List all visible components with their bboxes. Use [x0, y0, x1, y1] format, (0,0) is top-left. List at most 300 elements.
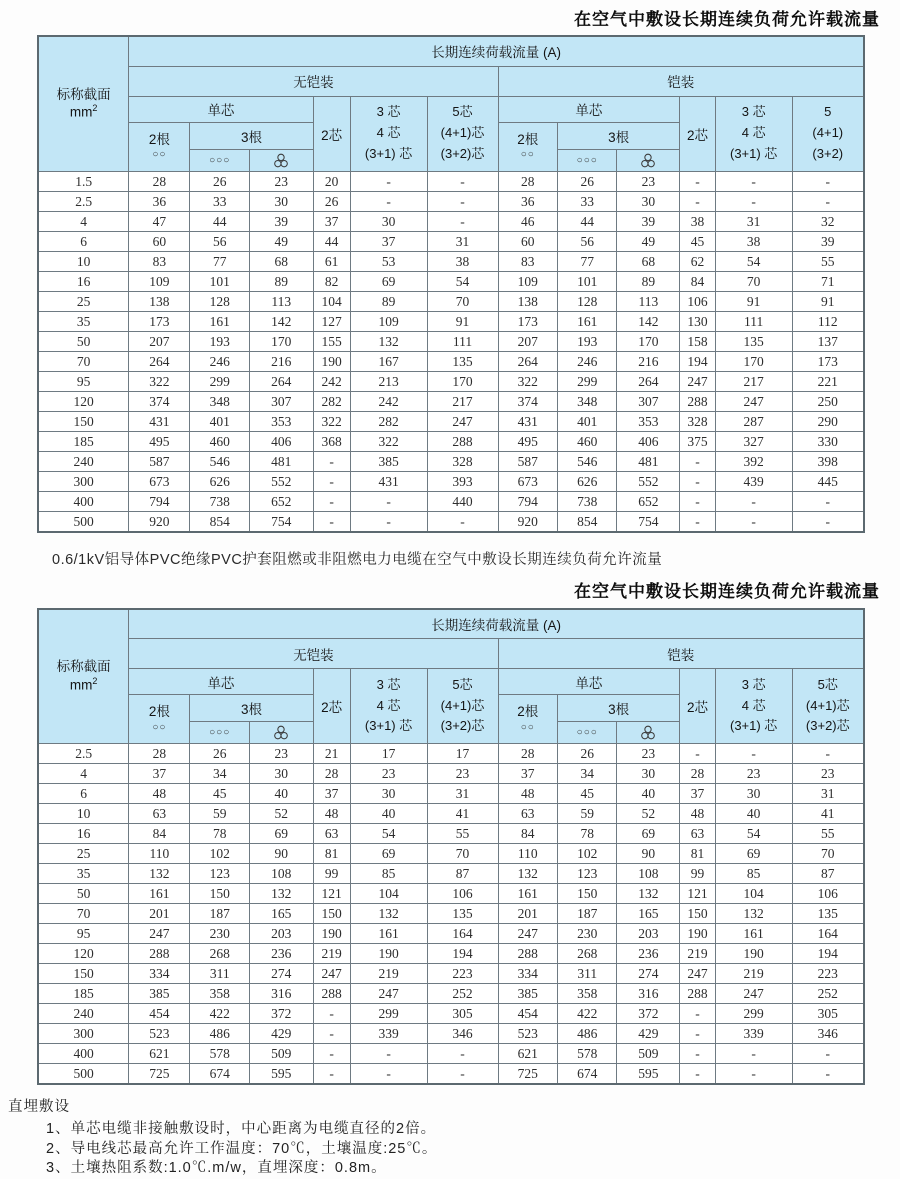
ampacity-cell: 213: [350, 371, 427, 391]
ampacity-cell: 725: [129, 1064, 190, 1085]
ampacity-cell: 299: [558, 371, 617, 391]
ampacity-cell: 305: [792, 1004, 864, 1024]
table-row: [38, 824, 864, 844]
ampacity-cell: 68: [617, 251, 680, 271]
ampacity-cell: 60: [498, 231, 557, 251]
ampacity-cell: -: [715, 191, 792, 211]
ampacity-cell: 190: [715, 944, 792, 964]
ampacity-cell: 311: [558, 964, 617, 984]
ampacity-cell: 247: [680, 371, 716, 391]
ampacity-cell: 30: [249, 191, 313, 211]
table-row: [38, 191, 864, 211]
ampacity-cell: 26: [190, 744, 249, 764]
ampacity-cell: 81: [313, 844, 350, 864]
ampacity-cell: 33: [190, 191, 249, 211]
ampacity-cell: 56: [190, 231, 249, 251]
ampacity-cell: 91: [715, 291, 792, 311]
ampacity-cell: 322: [129, 371, 190, 391]
ampacity-cell: 77: [190, 251, 249, 271]
size-cell: 400: [38, 491, 129, 511]
ampacity-cell: 44: [313, 231, 350, 251]
ampacity-cell: 99: [313, 864, 350, 884]
ampacity-cell: 288: [427, 431, 498, 451]
table-row: [38, 744, 864, 764]
ampacity-cell: 17: [427, 744, 498, 764]
ampacity-cell: 546: [558, 451, 617, 471]
ampacity-cell: 36: [129, 191, 190, 211]
core-5-header: 5芯 (4+1)芯 (3+2)芯: [427, 96, 498, 171]
ampacity-cell: 268: [190, 944, 249, 964]
single-core-header: 单芯: [129, 96, 313, 122]
ampacity-cell: 17: [350, 744, 427, 764]
ampacity-cell: -: [313, 491, 350, 511]
note-item: 1、单芯电缆非接触敷设时，中心距离为电缆直径的2倍。: [46, 1121, 437, 1137]
two-wires-header: 2根 ○○: [498, 695, 557, 744]
ampacity-cell: 190: [350, 944, 427, 964]
ampacity-cell: 288: [313, 984, 350, 1004]
ampacity-cell: 194: [792, 944, 864, 964]
size-cell: 500: [38, 511, 129, 532]
ampacity-cell: 164: [427, 924, 498, 944]
unarmored-header: 无铠装: [129, 66, 498, 96]
ampacity-cell: 290: [792, 411, 864, 431]
ampacity-cell: -: [792, 491, 864, 511]
nominal-section-header: 标称截面 $mm^2$: [38, 36, 129, 171]
table-row: [38, 1004, 864, 1024]
ampacity-cell: 346: [792, 1024, 864, 1044]
ampacity-cell: 23: [617, 744, 680, 764]
trefoil-circles-icon: [640, 725, 656, 740]
ampacity-cell: 108: [617, 864, 680, 884]
ampacity-cell: -: [350, 1044, 427, 1064]
table-row: [38, 844, 864, 864]
ampacity-cell: 920: [498, 511, 557, 532]
ampacity-cell: 68: [249, 251, 313, 271]
ampacity-cell: 173: [129, 311, 190, 331]
ampacity-cell: 30: [715, 784, 792, 804]
ampacity-cell: 101: [190, 271, 249, 291]
ampacity-cell: 372: [249, 1004, 313, 1024]
table-row: [38, 471, 864, 491]
ampacity-cell: 422: [190, 1004, 249, 1024]
ampacity-cell: 187: [190, 904, 249, 924]
ampacity-cell: 219: [350, 964, 427, 984]
table-row: [38, 804, 864, 824]
size-cell: 50: [38, 331, 129, 351]
ampacity-cell: 161: [350, 924, 427, 944]
table-row: [38, 944, 864, 964]
ampacity-cell: 84: [129, 824, 190, 844]
ampacity-cell: 431: [498, 411, 557, 431]
ampacity-cell: 167: [350, 351, 427, 371]
ampacity-cell: 230: [190, 924, 249, 944]
ampacity-cell: -: [792, 1064, 864, 1085]
ampacity-cell: 48: [498, 784, 557, 804]
ampacity-cell: 54: [427, 271, 498, 291]
ampacity-cell: 47: [129, 211, 190, 231]
ampacity-cell: 339: [715, 1024, 792, 1044]
ampacity-cell: 112: [792, 311, 864, 331]
ampacity-cell: 45: [558, 784, 617, 804]
table-row: [38, 764, 864, 784]
ampacity-cell: 299: [715, 1004, 792, 1024]
ampacity-cell: 69: [350, 844, 427, 864]
ampacity-cell: 288: [680, 984, 716, 1004]
ampacity-cell: 20: [313, 171, 350, 191]
ampacity-cell: 247: [350, 984, 427, 1004]
ampacity-cell: 30: [249, 764, 313, 784]
ampacity-cell: 287: [715, 411, 792, 431]
ampacity-cell: 49: [249, 231, 313, 251]
size-cell: 300: [38, 1024, 129, 1044]
ampacity-cell: 216: [617, 351, 680, 371]
ampacity-cell: 44: [558, 211, 617, 231]
ampacity-cell: 305: [427, 1004, 498, 1024]
ampacity-cell: 63: [498, 804, 557, 824]
ampacity-cell: -: [427, 211, 498, 231]
ampacity-cell: 37: [680, 784, 716, 804]
ampacity-cell: 38: [427, 251, 498, 271]
ampacity-cell: 89: [249, 271, 313, 291]
ampacity-cell: 401: [190, 411, 249, 431]
trefoil-arrangement-header: [249, 722, 313, 744]
ampacity-cell: 28: [498, 171, 557, 191]
ampacity-cell: 78: [190, 824, 249, 844]
table-row: [38, 451, 864, 471]
size-cell: 120: [38, 391, 129, 411]
ampacity-cell: -: [313, 1004, 350, 1024]
ampacity-cell: 54: [715, 824, 792, 844]
ampacity-cell: -: [680, 1064, 716, 1085]
ampacity-cell: 854: [558, 511, 617, 532]
size-cell: 500: [38, 1064, 129, 1085]
ampacity-cell: 307: [249, 391, 313, 411]
ampacity-cell: 90: [249, 844, 313, 864]
ampacity-cell: 392: [715, 451, 792, 471]
ampacity-cell: 164: [792, 924, 864, 944]
ampacity-cell: 207: [129, 331, 190, 351]
two-core-header: 2芯: [313, 96, 350, 171]
table-row: [38, 511, 864, 532]
ampacity-cell: 193: [190, 331, 249, 351]
ampacity-cell: 83: [129, 251, 190, 271]
ampacity-cell: 328: [680, 411, 716, 431]
ampacity-cell: 495: [498, 431, 557, 451]
ampacity-cell: 252: [427, 984, 498, 1004]
ampacity-cell: 481: [249, 451, 313, 471]
trefoil-circles-icon: [640, 153, 656, 168]
ampacity-cell: 358: [558, 984, 617, 1004]
size-cell: 2.5: [38, 191, 129, 211]
ampacity-cell: 725: [498, 1064, 557, 1085]
ampacity-cell: 39: [617, 211, 680, 231]
ampacity-cell: 28: [313, 764, 350, 784]
size-cell: 4: [38, 764, 129, 784]
ampacity-cell: 794: [498, 491, 557, 511]
ampacity-cell: 429: [249, 1024, 313, 1044]
size-cell: 150: [38, 964, 129, 984]
ampacity-cell: 60: [129, 231, 190, 251]
ampacity-cell: 445: [792, 471, 864, 491]
ampacity-cell: 339: [350, 1024, 427, 1044]
two-wires-header: 2根 ○○: [129, 122, 190, 171]
ampacity-cell: 268: [558, 944, 617, 964]
ampacity-cell: 106: [792, 884, 864, 904]
ampacity-cell: 59: [558, 804, 617, 824]
ampacity-cell: 595: [249, 1064, 313, 1085]
ampacity-cell: 673: [498, 471, 557, 491]
ampacity-cell: 170: [249, 331, 313, 351]
ampacity-cell: 250: [792, 391, 864, 411]
ampacity-cell: 91: [792, 291, 864, 311]
ampacity-cell: 431: [350, 471, 427, 491]
table-row: [38, 784, 864, 804]
armored-header: 铠装: [498, 639, 864, 669]
ampacity-cell: 193: [558, 331, 617, 351]
ampacity-cell: 288: [498, 944, 557, 964]
table2-title: 在空气中敷设长期连续负荷允许载流量: [574, 581, 880, 601]
ampacity-cell: 87: [427, 864, 498, 884]
ampacity-cell: 109: [350, 311, 427, 331]
ampacity-cell: 30: [617, 764, 680, 784]
table-row: [38, 491, 864, 511]
ampacity-cell: -: [680, 1024, 716, 1044]
ampacity-cell: 108: [249, 864, 313, 884]
ampacity-cell: 89: [350, 291, 427, 311]
ampacity-cell: 217: [427, 391, 498, 411]
ampacity-cell: 353: [617, 411, 680, 431]
ampacity-cell: 132: [350, 331, 427, 351]
ampacity-cell: 45: [680, 231, 716, 251]
ampacity-cell: 236: [249, 944, 313, 964]
single-core-header: 单芯: [498, 669, 680, 695]
ampacity-cell: 219: [680, 944, 716, 964]
ampacity-cell: 46: [498, 211, 557, 231]
ampacity-cell: 31: [427, 784, 498, 804]
table-row: [38, 904, 864, 924]
ampacity-cell: -: [350, 191, 427, 211]
table-row: [38, 231, 864, 251]
ampacity-cell: 247: [129, 924, 190, 944]
ampacity-cell: 138: [129, 291, 190, 311]
table-row: [38, 371, 864, 391]
two-circles-icon: ○○: [520, 149, 535, 161]
ampacity-cell: 23: [792, 764, 864, 784]
table1-header: [38, 36, 864, 171]
ampacity-cell: 28: [680, 764, 716, 784]
size-cell: 16: [38, 271, 129, 291]
ampacity-cell: 460: [558, 431, 617, 451]
ampacity-cell: 41: [792, 804, 864, 824]
table-row: [38, 411, 864, 431]
ampacity-cell: -: [350, 171, 427, 191]
ampacity-cell: 161: [715, 924, 792, 944]
ampacity-cell: 161: [129, 884, 190, 904]
ampacity-cell: 52: [617, 804, 680, 824]
ampacity-cell: -: [427, 171, 498, 191]
ampacity-cell: -: [680, 191, 716, 211]
size-cell: 185: [38, 984, 129, 1004]
ampacity-cell: 546: [190, 451, 249, 471]
ampacity-cell: 481: [617, 451, 680, 471]
ampacity-cell: 203: [249, 924, 313, 944]
ampacity-cell: 587: [498, 451, 557, 471]
size-cell: 400: [38, 1044, 129, 1064]
ampacity-cell: -: [313, 471, 350, 491]
ampacity-cell: 422: [558, 1004, 617, 1024]
ampacity-cell: 460: [190, 431, 249, 451]
size-cell: 120: [38, 944, 129, 964]
size-cell: 6: [38, 784, 129, 804]
ampacity-cell: 53: [350, 251, 427, 271]
ampacity-cell: 84: [680, 271, 716, 291]
ampacity-cell: 223: [427, 964, 498, 984]
two-wires-header: 2根 ○○: [129, 695, 190, 744]
ampacity-cell: 161: [498, 884, 557, 904]
ampacity-cell: 69: [617, 824, 680, 844]
ampacity-cell: 398: [792, 451, 864, 471]
ampacity-cell: -: [715, 491, 792, 511]
ampacity-cell: 69: [249, 824, 313, 844]
ampacity-cell: 621: [498, 1044, 557, 1064]
ampacity-cell: 31: [427, 231, 498, 251]
size-cell: 95: [38, 924, 129, 944]
ampacity-cell: 311: [190, 964, 249, 984]
ampacity-cell: 113: [249, 291, 313, 311]
ampacity-cell: 230: [558, 924, 617, 944]
trefoil-arrangement-header: [249, 149, 313, 171]
ampacity-cell: 62: [680, 251, 716, 271]
two-core-header: 2芯: [313, 669, 350, 744]
ampacity-cell: 217: [715, 371, 792, 391]
table-row: [38, 1044, 864, 1064]
table-row: [38, 924, 864, 944]
ampacity-cell: 34: [190, 764, 249, 784]
ampacity-cell: 87: [792, 864, 864, 884]
ampacity-cell: 130: [680, 311, 716, 331]
ampacity-cell: -: [313, 1024, 350, 1044]
three-wires-header: 3根: [558, 122, 680, 149]
ampacity-cell: 252: [792, 984, 864, 1004]
ampacity-cell: 109: [129, 271, 190, 291]
ampacity-cell: 307: [617, 391, 680, 411]
ampacity-cell: 110: [129, 844, 190, 864]
ampacity-cell: 854: [190, 511, 249, 532]
table-row: [38, 171, 864, 191]
size-cell: 150: [38, 411, 129, 431]
ampacity-cell: 33: [558, 191, 617, 211]
ampacity-cell: 190: [680, 924, 716, 944]
ampacity-cell: -: [792, 511, 864, 532]
size-cell: 95: [38, 371, 129, 391]
ampacity-cell: -: [792, 744, 864, 764]
ampacity-cell: 509: [617, 1044, 680, 1064]
ampacity-cell: 44: [190, 211, 249, 231]
ampacity-cell: 322: [313, 411, 350, 431]
ampacity-cell: 334: [129, 964, 190, 984]
ampacity-cell: 121: [313, 884, 350, 904]
note-item: 3、土壤热阻系数:1.0℃.m/w，直埋深度：0.8m。: [46, 1160, 387, 1177]
ampacity-cell: 316: [249, 984, 313, 1004]
ampacity-cell: 161: [190, 311, 249, 331]
ampacity-cell: 102: [558, 844, 617, 864]
ampacity-cell: 135: [427, 351, 498, 371]
ampacity-cell: 150: [558, 884, 617, 904]
table-row: [38, 331, 864, 351]
ampacity-cell: 322: [350, 431, 427, 451]
ampacity-cell: 26: [313, 191, 350, 211]
ampacity-cell: -: [715, 744, 792, 764]
ampacity-cell: 56: [558, 231, 617, 251]
size-cell: 2.5: [38, 744, 129, 764]
ampacity-cell: 440: [427, 491, 498, 511]
size-cell: 185: [38, 431, 129, 451]
size-cell: 35: [38, 311, 129, 331]
notes-title: 直埋敷设: [8, 1099, 70, 1115]
ampacity-cell: 54: [715, 251, 792, 271]
three-circles-icon: ○○○: [209, 154, 231, 166]
table-row: [38, 211, 864, 231]
table-row: [38, 1064, 864, 1085]
ampacity-cell: 123: [558, 864, 617, 884]
note-item: 2、导电线芯最高允许工作温度：70℃，土壤温度:25℃。: [46, 1140, 438, 1157]
ampacity-cell: 353: [249, 411, 313, 431]
ampacity-cell: -: [313, 451, 350, 471]
ampacity-cell: -: [792, 1044, 864, 1064]
ampacity-cell: 83: [498, 251, 557, 271]
ampacity-cell: 123: [190, 864, 249, 884]
ampacity-cell: 23: [249, 744, 313, 764]
ampacity-cell: 385: [129, 984, 190, 1004]
ampacity-cell: 652: [249, 491, 313, 511]
flat-arrangement-header: [190, 722, 249, 744]
ampacity-cell: 70: [715, 271, 792, 291]
ampacity-cell: 37: [313, 784, 350, 804]
ampacity-cell: 170: [427, 371, 498, 391]
ampacity-cell: 429: [617, 1024, 680, 1044]
ampacity-cell: 40: [617, 784, 680, 804]
ampacity-cell: 71: [792, 271, 864, 291]
ampacity-cell: 219: [313, 944, 350, 964]
ampacity-cell: 673: [129, 471, 190, 491]
two-circles-icon: ○○: [152, 721, 167, 733]
ampacity-cell: 70: [427, 291, 498, 311]
ampacity-cell: 674: [190, 1064, 249, 1085]
ampacity-cell: 161: [558, 311, 617, 331]
ampacity-cell: 288: [680, 391, 716, 411]
ampacity-cell: 32: [792, 211, 864, 231]
core-5-header: 5 (4+1) (3+2): [792, 96, 864, 171]
ampacity-cell: 348: [190, 391, 249, 411]
ampacity-cell: 37: [129, 764, 190, 784]
ampacity-table-1: [37, 35, 865, 533]
ampacity-cell: -: [680, 171, 716, 191]
ampacity-cell: 330: [792, 431, 864, 451]
size-cell: 10: [38, 804, 129, 824]
ampacity-cell: 28: [498, 744, 557, 764]
flat-arrangement-header: [558, 149, 617, 171]
unarmored-header: 无铠装: [129, 639, 498, 669]
ampacity-cell: 738: [558, 491, 617, 511]
ampacity-cell: 247: [313, 964, 350, 984]
ampacity-cell: 165: [617, 904, 680, 924]
ampacity-cell: -: [680, 511, 716, 532]
size-cell: 6: [38, 231, 129, 251]
core-5-header: 5芯 (4+1)芯 (3+2)芯: [792, 669, 864, 744]
ampacity-cell: 578: [190, 1044, 249, 1064]
ampacity-cell: 48: [680, 804, 716, 824]
three-wires-header: 3根: [190, 122, 313, 149]
